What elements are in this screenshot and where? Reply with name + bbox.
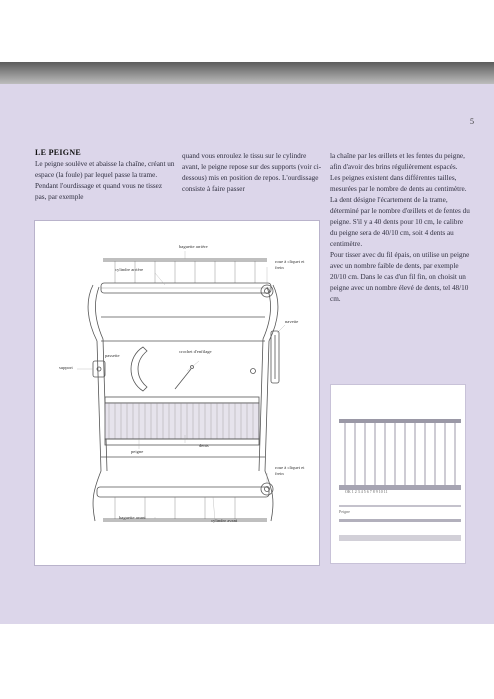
loom-drawing — [35, 221, 319, 565]
label-shuttle: navette — [285, 319, 299, 324]
loom-diagram — [34, 220, 320, 566]
label-teeth: dents — [199, 443, 209, 448]
label-ratchet-bottom: roue à cliquet et frein — [275, 465, 305, 476]
paragraph: Les peignes existent dans différentes tailles, mesurées par le nombre de dents au centimètre. La dent désigne l'écartement de la trame, déterminé par le nombre d'œillets et de fentes du peigne. S'il y a 40 dents pour 10 cm, le calibre du peigne sera de 40/10 cm, soit 4 dents au centimètre. — [330, 174, 470, 248]
label-reed: peigne — [131, 449, 144, 454]
photo-caption: Peigne — [339, 509, 350, 514]
text-column-1 — [35, 159, 175, 203]
reed-photo — [330, 384, 466, 564]
top-dark-band — [0, 62, 494, 84]
label-back-stick: baguette arrière — [179, 244, 208, 249]
paragraph: Pour tisser avec du fil épais, on utilise un peigne avec un nombre faible de dents, par exemple 20/10 cm. Dans le cas d'un fil fin, on choisit un peigne avec un nombre élevé de dents, tel 48/10 cm. — [330, 251, 470, 303]
paragraph: quand vous enroulez le tissu sur le cylindre avant, le peigne repose sur des supports (voir ci-dessous) mis en position de repos. L'ourdissage consiste à faire passer — [182, 152, 322, 193]
label-ratchet-top: roue à cliquet et frein — [275, 259, 305, 270]
text-column-3 — [330, 151, 470, 305]
section-title: LE PEIGNE — [35, 148, 82, 157]
label-front-roller: cylindre avant — [211, 518, 238, 523]
page-number: 5 — [470, 117, 474, 126]
text-column-2 — [182, 151, 322, 195]
label-hook: crochet d'enfilage — [179, 349, 212, 354]
reed-photo-drawing — [331, 385, 465, 563]
paragraph: Le peigne soulève et abaisse la chaîne, créant un espace (la foule) par lequel passe la trame. Pendant l'ourdissage et quand vous ne tissez pas, par exemple — [35, 160, 175, 201]
label-passette: passette — [105, 353, 120, 358]
label-back-roller: cylindre arrière — [115, 267, 144, 272]
label-front-stick: baguette avant — [119, 515, 146, 520]
paragraph: la chaîne par les œillets et les fentes du peigne, afin d'avoir des brins régulièrement espacés. — [330, 152, 465, 171]
photo-scale: OK 1 2 3 4 5 6 7 8 9 10 11 — [345, 489, 388, 494]
label-support: support — [59, 365, 73, 370]
